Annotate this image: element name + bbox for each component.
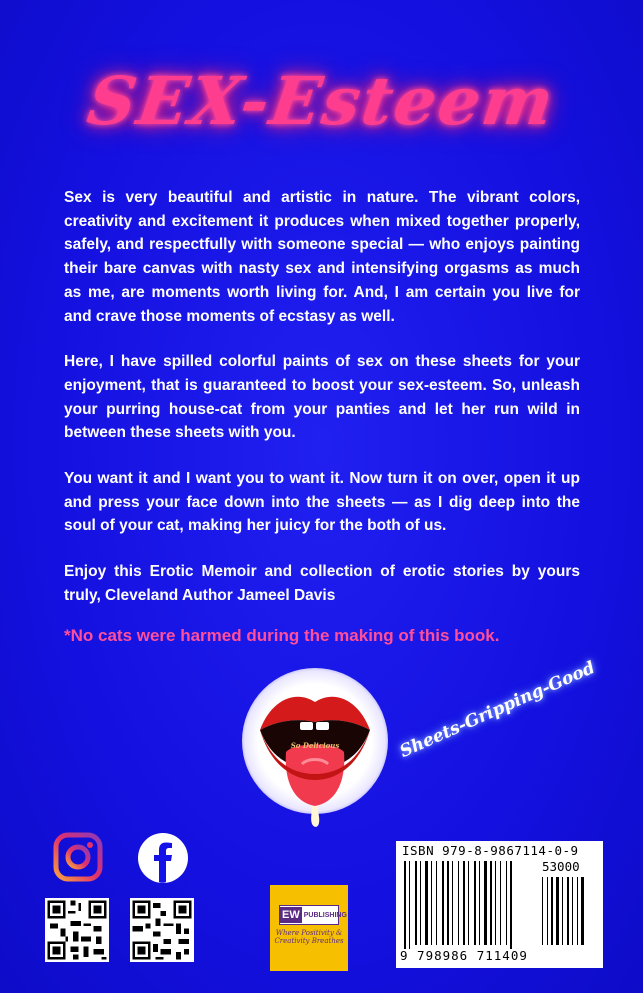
disclaimer-text: *No cats were harmed during the making of this book.	[64, 626, 500, 645]
instagram-icon[interactable]	[53, 832, 103, 882]
lips-icon	[242, 668, 388, 838]
blurb-paragraph: Enjoy this Erotic Memoir and collection of erotic stories by yours truly, Cleveland Author Jameel Davis	[64, 563, 580, 604]
barcode-digits: 9 798986 711409	[400, 948, 528, 963]
isbn-number: ISBN 979-8-9867114-0-9	[402, 843, 579, 858]
facebook-icon[interactable]	[137, 832, 189, 884]
book-title: SEX-Esteem	[83, 62, 560, 140]
publisher-name: PUBLISHING	[303, 911, 347, 919]
tagline-text: Sheets-Gripping-Good	[396, 657, 599, 762]
publisher-tagline: Where Positivity & Creativity Breathes	[274, 929, 344, 945]
back-cover-blurb	[64, 186, 580, 630]
facebook-qr-code[interactable]	[130, 898, 194, 962]
lips-label: So Delicious	[290, 741, 340, 750]
price-code: 53000	[542, 859, 580, 874]
isbn-barcode	[396, 841, 603, 968]
blurb-paragraph: You want it and I want you to want it. Now turn it on over, open it up and press your face down into the sheets — as I dig deep into the soul of your cat, making her juicy for the both of us.	[64, 470, 580, 535]
publisher-logo	[270, 885, 348, 971]
publisher-logo-mark	[279, 905, 347, 925]
lips-illustration	[242, 668, 388, 814]
instagram-qr-code[interactable]	[45, 898, 109, 962]
blurb-paragraph: Sex is very beautiful and artistic in nature. The vibrant colors, creativity and excitement it produces when mixed together properly, safely, and respectfully with someone special — who enjoys painting their bare canvas with nasty sex and intensifying orgasms as much as me, are moments worth living for. And, I am certain you live for and crave those moments of ecstasy as well.	[64, 189, 580, 325]
publisher-mark: EW	[282, 909, 300, 921]
blurb-paragraph: Here, I have spilled colorful paints of sex on these sheets for your enjoyment, that is guaranteed to boost your sex-esteem. So, unleash your purring house-cat from your panties and let her run wild in between these sheets with you.	[64, 353, 580, 442]
